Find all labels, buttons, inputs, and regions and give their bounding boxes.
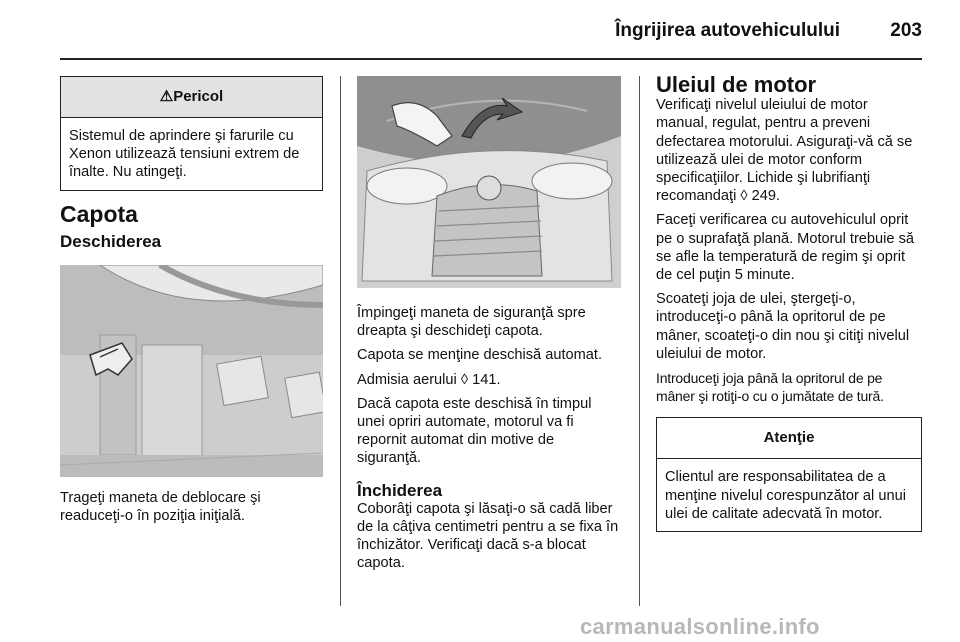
caution-box-text: Clientul are responsabilitatea de a menţine nivelul corespunzător al unui ulei de calitate adecvată în motor. xyxy=(665,469,906,522)
danger-box-text: Sistemul de aprindere şi farurile cu Xenon utilizează tensiuni extrem de înalte. Nu atingeţi. xyxy=(69,128,300,181)
page-header xyxy=(60,14,922,54)
middle-paragraph-3[interactable]: Admisia aerului ◊ 141. xyxy=(357,371,501,388)
watermark: carmanualsonline.info xyxy=(580,614,820,639)
section-heading-capota: Capota xyxy=(60,200,138,227)
column-divider-left xyxy=(340,76,341,606)
subheading-deschiderea: Deschiderea xyxy=(60,231,162,251)
danger-title-text: Pericol xyxy=(173,88,224,105)
column-divider-right xyxy=(639,76,640,606)
right-column xyxy=(656,72,922,532)
left-column xyxy=(60,76,323,531)
hood-release-lever-illustration xyxy=(60,265,323,477)
middle-paragraph-2: Capota se menţine deschisă automat. xyxy=(357,347,602,364)
middle-paragraph-1: Împingeţi maneta de siguranţă spre dreapta şi deschideţi capota. xyxy=(357,305,586,340)
right-paragraph-4: Introduceţi joja până la opritorul de pe mâner şi rotiţi-o cu o jumătate de tură. xyxy=(656,370,884,405)
caution-box-title: Atenţie xyxy=(657,418,921,459)
section-heading-ulei: Uleiul de motor xyxy=(656,72,817,97)
closing-paragraph: Coborâţi capota şi lăsaţi-o să cadă liber de la câţiva centimetri pentru a se fixa în închizător. Verificaţi dacă s-a blocat capota. xyxy=(357,500,619,572)
right-paragraph-1: Verificaţi nivelul uleiului de motor manual, regulat, pentru a preveni defectarea motorului. Asiguraţi-vă că se utilizează ulei de motor conform specificaţiilor. Lichide şi lubrifianţi recomandaţi ◊ 249. xyxy=(656,97,913,205)
middle-paragraph-4: Dacă capota este deschisă în timpul unei opriri automate, motorul va fi repornit automat din motive de siguranţă. xyxy=(357,395,592,467)
middle-column xyxy=(357,76,621,579)
danger-box-title xyxy=(61,77,322,118)
danger-box xyxy=(60,76,323,191)
warning-triangle-icon: ⚠ xyxy=(159,88,174,105)
left-paragraph: Trageţi maneta de deblocare şi readuceţi-o în poziţia iniţială. xyxy=(60,490,261,525)
header-rule xyxy=(60,58,922,60)
hood-safety-catch-illustration xyxy=(357,76,621,288)
caution-box xyxy=(656,417,922,532)
section-title: Îngrijirea autovehiculului xyxy=(615,20,840,41)
right-paragraph-2: Faceţi verificarea cu autovehiculul oprit pe o suprafaţă plană. Motorul trebuie să se afle la temperatură de regim şi oprit de cel puţin 5 minute. xyxy=(656,212,914,284)
subheading-inchiderea: Închiderea xyxy=(357,480,443,500)
right-paragraph-3: Scoateţi joja de ulei, ştergeţi-o, introduceţi-o până la opritorul de pe mâner, scoateţi-o din nou şi citiţi nivelul uleiului de motor. xyxy=(656,291,910,362)
page-number: 203 xyxy=(890,20,922,41)
